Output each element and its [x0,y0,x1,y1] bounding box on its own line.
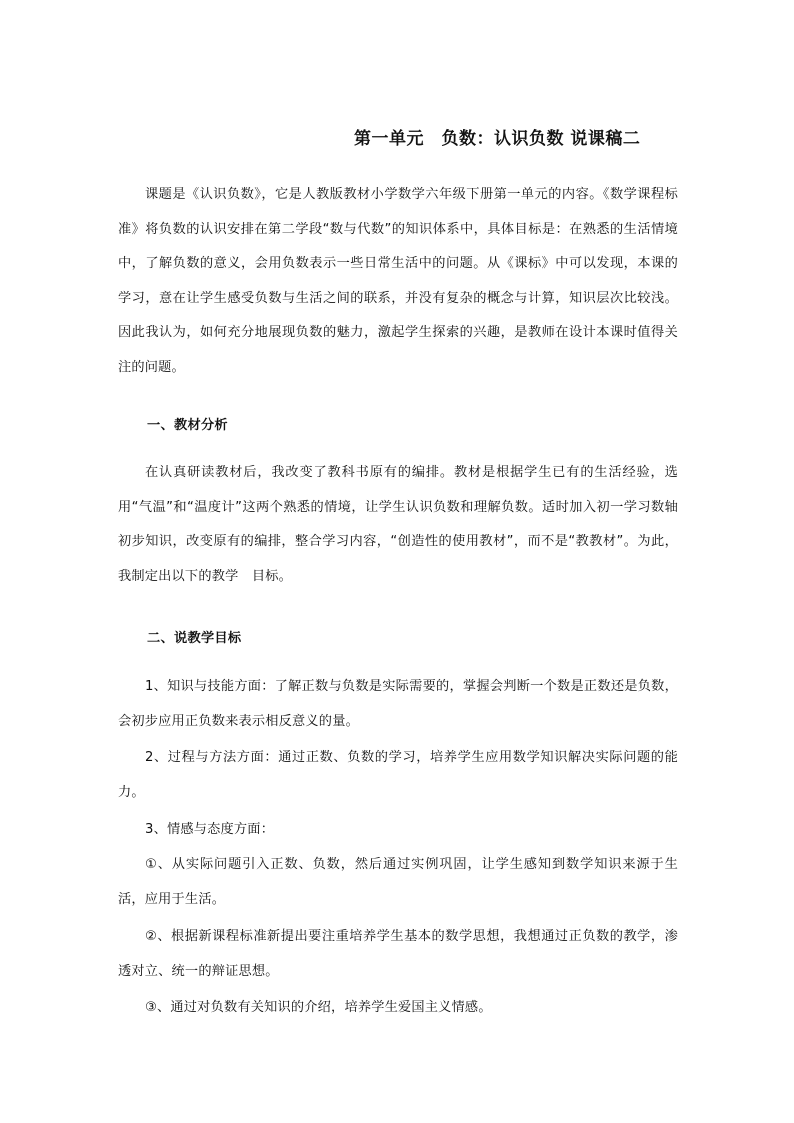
goal-emotion-attitude: 3、情感与态度方面： [145,822,275,837]
section-heading-teaching-goals: 二、说教学目标 [147,631,242,646]
section-heading-textbook-analysis: 一、教材分析 [147,418,228,433]
goal-emotion-item-1: ①、从实际问题引入正数、负数，然后通过实例巩固，让学生感知到数学知识来源于生活，应用于生活。 [118,857,678,907]
textbook-analysis-paragraph: 在认真研读教材后，我改变了教科书原有的编排。教材是根据学生已有的生活经验，选用“气温”和“温度计”这两个熟悉的情境，让学生认识负数和理解负数。适时加入初一学习数轴初步知识，改变原有的编排，整合学习内容，“创造性的使用教材”，而不是“教教材”。为此，我制定出以下的教学 目标。 [118,465,678,584]
goal-emotion-item-3: ③、通过对负数有关知识的介绍，培养学生爱国主义情感。 [145,1000,492,1015]
intro-paragraph: 课题是《认识负数》，它是人教版教材小学数学六年级下册第一单元的内容。《数学课程标准》将负数的认识安排在第二学段“数与代数”的知识体系中，具体目标是：在熟悉的生活情境中，了解负数的意义，会用负数表示一些日常生活中的问题。从《课标》中可以发现，本课的学习，意在让学生感受负数与生活之间的联系，并没有复杂的概念与计算，知识层次比较浅。因此我认为，如何充分地展现负数的魅力，激起学生探索的兴趣，是教师在设计本课时值得关注的问题。 [118,187,678,375]
goal-knowledge-skills: 1、知识与技能方面：了解正数与负数是实际需要的，掌握会判断一个数是正数还是负数，会初步应用正负数来表示相反意义的量。 [118,679,678,729]
goal-process-method: 2、过程与方法方面：通过正数、负数的学习，培养学生应用数学知识解决实际问题的能力。 [118,750,678,800]
goal-emotion-item-2: ②、根据新课程标准新提出要注重培养学生基本的数学思想，我想通过正负数的教学，渗透对立、统一的辩证思想。 [118,929,678,979]
document-title: 第一单元 负数：认识负数 说课稿二 [354,129,641,149]
